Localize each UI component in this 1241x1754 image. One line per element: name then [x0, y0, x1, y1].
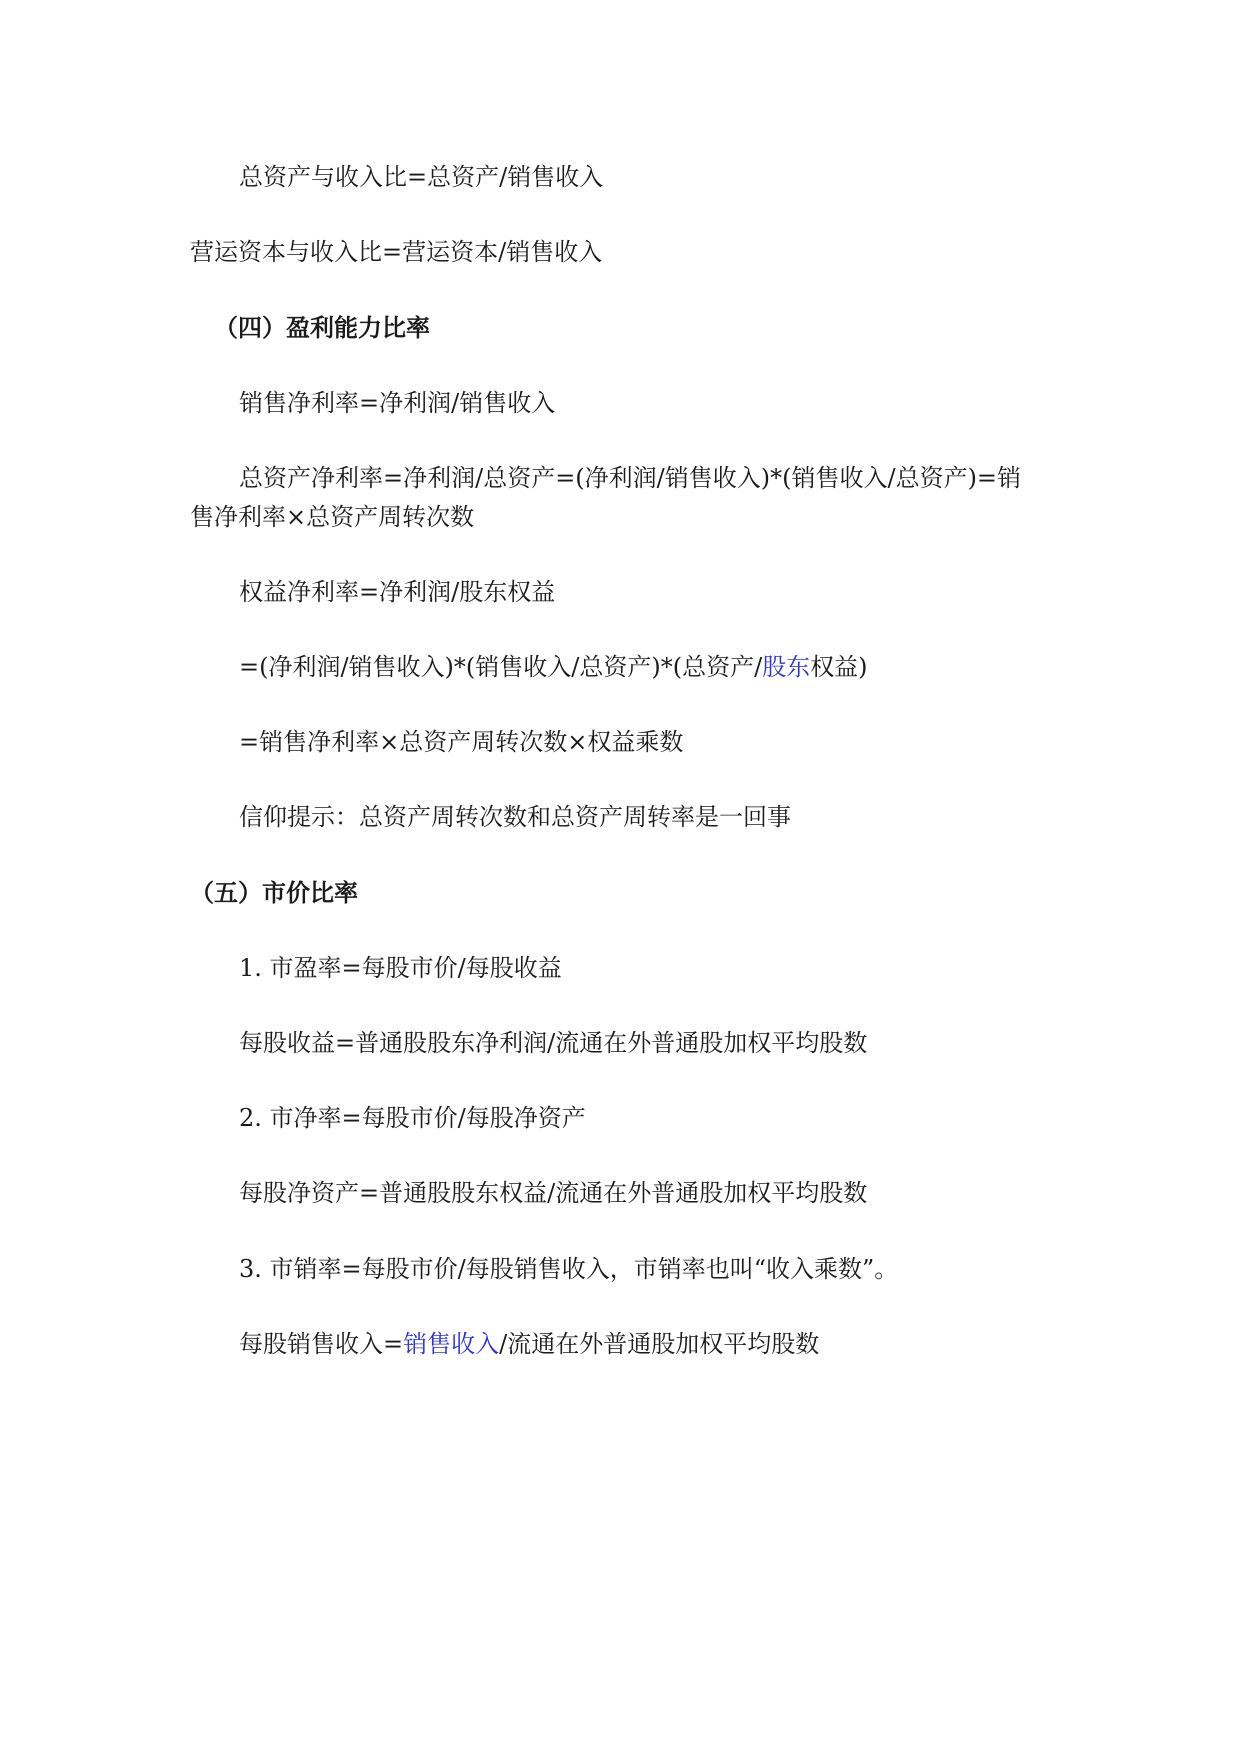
roe-expansion-text: =(净利润/销售收入)*(销售收入/总资产)*(总资产/	[239, 653, 763, 681]
formula-total-assets-to-revenue: 总资产与收入比=总资产/销售收入	[239, 163, 604, 191]
roe-expansion-tail: 权益)	[810, 653, 868, 681]
link-sales-revenue[interactable]: 销售收入	[403, 1330, 500, 1358]
formula-roe: 权益净利率=净利润/股东权益	[239, 578, 556, 606]
formula-pe-ratio: 1. 市盈率=每股市价/每股收益	[239, 954, 562, 982]
formula-net-profit-margin: 销售净利率=净利润/销售收入	[239, 389, 556, 417]
formula-roe-expansion	[239, 647, 868, 687]
formula-working-capital-to-revenue: 营运资本与收入比=营运资本/销售收入	[190, 238, 603, 266]
link-shareholder[interactable]: 股东	[762, 653, 811, 681]
formula-sales-per-share	[239, 1324, 819, 1364]
sales-per-share-tail: /流通在外普通股加权平均股数	[499, 1330, 820, 1358]
formula-roe-dupont: =销售净利率×总资产周转次数×权益乘数	[239, 728, 684, 756]
formula-roa-line1: 总资产净利率=净利润/总资产=(净利润/销售收入)*(销售收入/总资产)=销	[239, 464, 1022, 492]
formula-roa-line2: 售净利率×总资产周转次数	[190, 503, 475, 531]
section-heading-market-ratios: （五）市价比率	[190, 878, 358, 907]
formula-ps-ratio: 3. 市销率=每股市价/每股销售收入，市销率也叫“收入乘数”。	[239, 1255, 899, 1283]
sales-per-share-text: 每股销售收入=	[239, 1330, 404, 1358]
formula-bvps: 每股净资产=普通股股东权益/流通在外普通股加权平均股数	[239, 1179, 868, 1207]
formula-eps: 每股收益=普通股股东净利润/流通在外普通股加权平均股数	[239, 1029, 868, 1057]
section-heading-profitability: （四）盈利能力比率	[214, 313, 430, 342]
tip-note: 信仰提示：总资产周转次数和总资产周转率是一回事	[239, 803, 791, 831]
formula-pb-ratio: 2. 市净率=每股市价/每股净资产	[239, 1104, 586, 1132]
